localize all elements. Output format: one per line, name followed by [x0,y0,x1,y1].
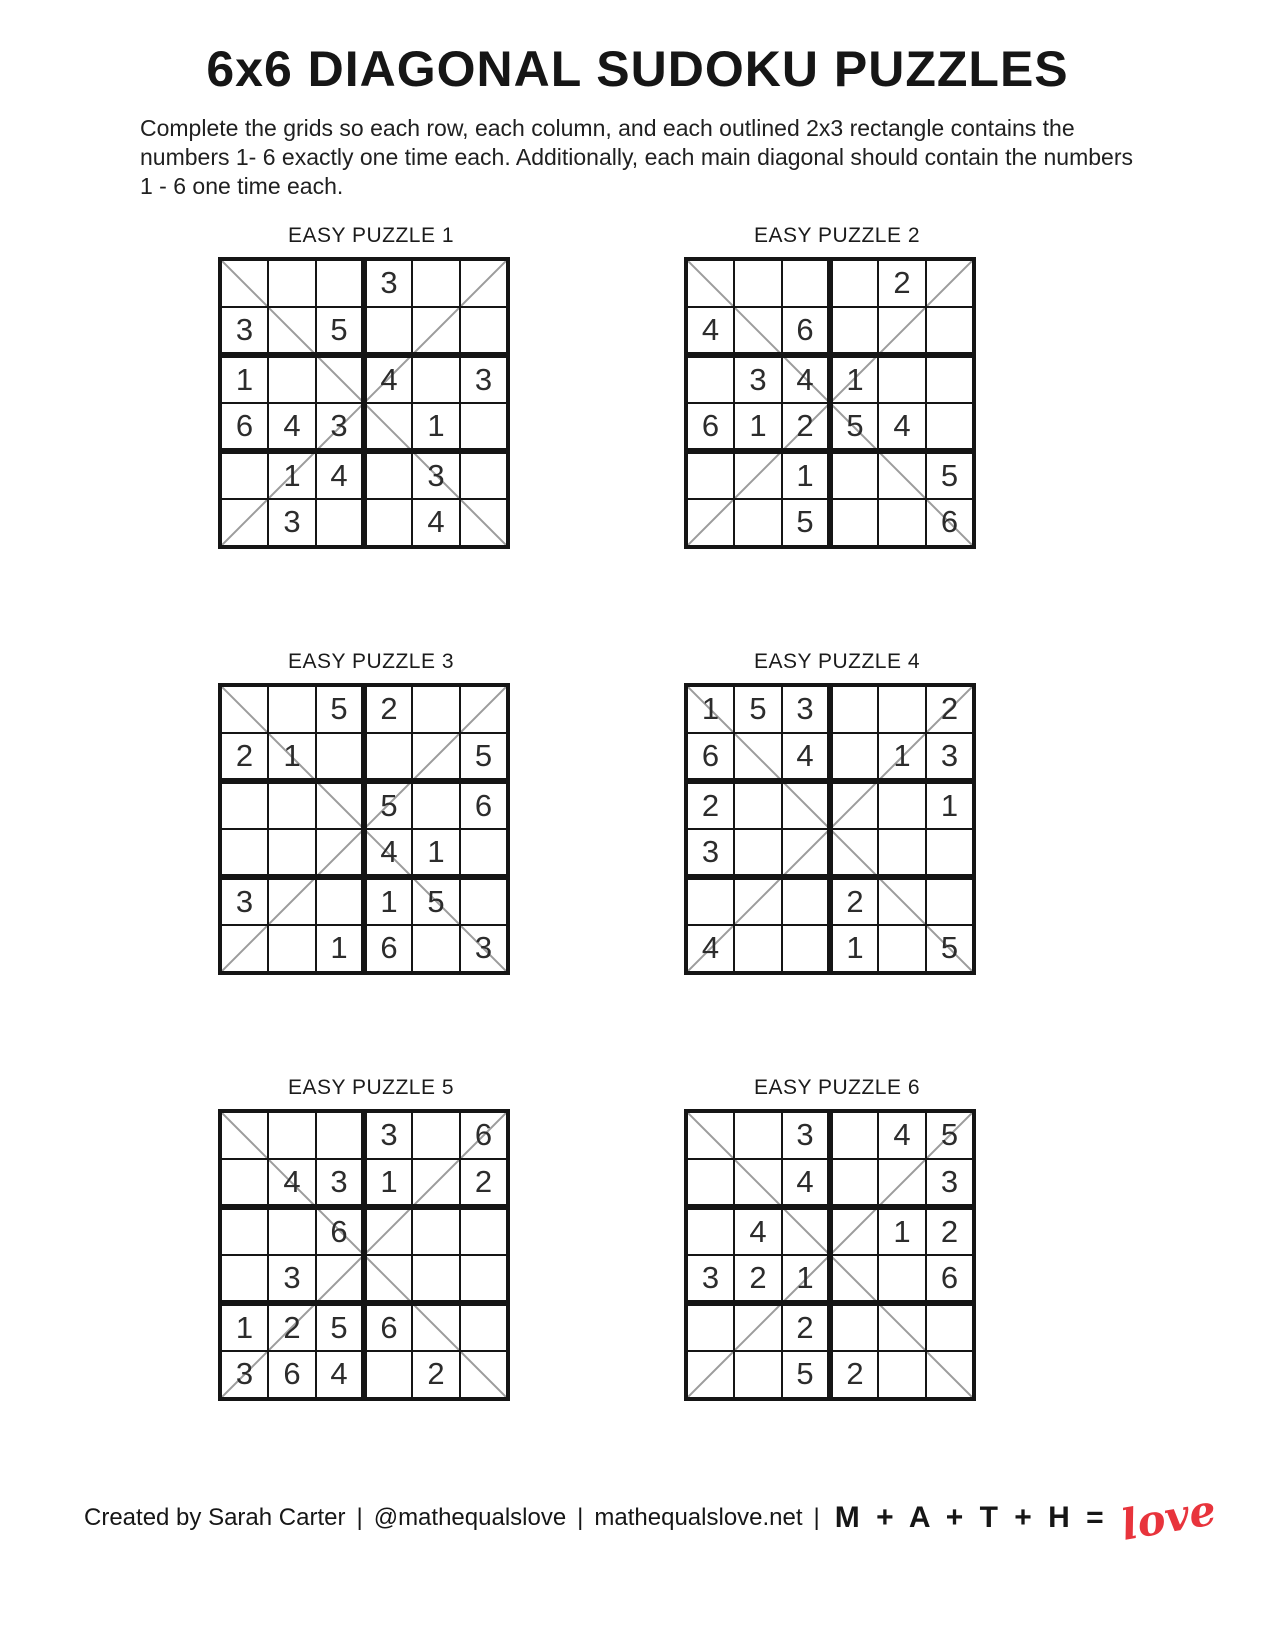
sudoku-cell-empty [412,1207,460,1255]
sudoku-cell-empty [734,829,782,877]
sudoku-cell-given: 1 [878,733,926,781]
sudoku-cell-empty [220,499,268,547]
sudoku-cell-empty [686,1159,734,1207]
sudoku-cell-empty [734,781,782,829]
sudoku-grid [218,1109,510,1401]
sudoku-cell-empty [316,259,364,307]
sudoku-cell-given: 3 [268,499,316,547]
sudoku-grid [218,683,510,975]
sudoku-cell-empty [460,403,508,451]
sudoku-cell-empty [878,685,926,733]
sudoku-cell-given: 5 [926,925,974,973]
sudoku-cell-given: 5 [734,685,782,733]
sudoku-cell-empty [316,877,364,925]
sudoku-cell-given: 2 [268,1303,316,1351]
sudoku-cell-empty [686,259,734,307]
sudoku-cell-empty [268,307,316,355]
sudoku-cell-empty [316,829,364,877]
sudoku-cell-given: 5 [460,733,508,781]
sudoku-cell-given: 5 [782,1351,830,1399]
sudoku-cell-empty [830,1303,878,1351]
sudoku-cell-empty [878,925,926,973]
sudoku-cell-given: 5 [316,685,364,733]
instructions-text: Complete the grids so each row, each column, and each outlined 2x3 rectangle contains the numbers 1- 6 exactly one time each. Additionally, each main diagonal should contain the numbers 1 - 6 one time each. [140,115,1133,200]
sudoku-cell-empty [220,1207,268,1255]
footer-love-logo: love [1117,1485,1220,1550]
footer-author: Created by Sarah Carter [84,1504,346,1531]
sudoku-cell-given: 3 [220,877,268,925]
sudoku-cell-given: 3 [686,1255,734,1303]
sudoku-cell-given: 3 [268,1255,316,1303]
sudoku-cell-empty [412,1303,460,1351]
sudoku-cell-given: 5 [316,1303,364,1351]
puzzle-title: EASY PUZZLE 6 [753,1075,920,1099]
sudoku-cell-given: 4 [878,1111,926,1159]
sudoku-cell-empty [268,685,316,733]
sudoku-cell-given: 6 [926,499,974,547]
sudoku-cell-empty [268,1207,316,1255]
sudoku-cell-empty [412,685,460,733]
sudoku-cell-given: 4 [782,355,830,403]
sudoku-cell-empty [460,307,508,355]
sudoku-cell-empty [686,355,734,403]
sudoku-cell-empty [782,781,830,829]
sudoku-cell-empty [686,877,734,925]
sudoku-cell-empty [782,1207,830,1255]
sudoku-cell-given: 4 [782,1159,830,1207]
sudoku-cell-given: 4 [364,829,412,877]
sudoku-cell-given: 5 [316,307,364,355]
sudoku-cell-empty [412,1111,460,1159]
sudoku-cell-given: 2 [364,685,412,733]
sudoku-cell-given: 3 [460,355,508,403]
sudoku-cell-given: 1 [926,781,974,829]
sudoku-cell-empty [412,259,460,307]
sudoku-cell-empty [734,259,782,307]
sudoku-cell-empty [878,781,926,829]
sudoku-cell-given: 4 [412,499,460,547]
sudoku-cell-given: 2 [412,1351,460,1399]
sudoku-cell-empty [460,829,508,877]
sudoku-cell-empty [364,733,412,781]
sudoku-cell-given: 1 [782,451,830,499]
sudoku-cell-given: 3 [316,403,364,451]
puzzle-block [684,1076,990,1406]
sudoku-cell-empty [220,259,268,307]
sudoku-cell-empty [830,499,878,547]
sudoku-cell-given: 2 [460,1159,508,1207]
sudoku-cell-given: 3 [220,1351,268,1399]
sudoku-cell-given: 4 [734,1207,782,1255]
sudoku-cell-empty [364,1207,412,1255]
sudoku-cell-given: 2 [782,403,830,451]
sudoku-cell-given: 2 [782,1303,830,1351]
sudoku-cell-given: 1 [268,733,316,781]
sudoku-grid-wrapper [218,1109,510,1401]
sudoku-cell-empty [460,499,508,547]
sudoku-cell-empty [460,1303,508,1351]
sudoku-cell-given: 1 [364,877,412,925]
sudoku-grid [684,683,976,975]
sudoku-cell-empty [734,499,782,547]
puzzle-title: EASY PUZZLE 2 [753,223,920,247]
sudoku-cell-given: 4 [268,1159,316,1207]
sudoku-cell-empty [364,1255,412,1303]
puzzle-block [684,650,990,980]
puzzle-block [218,650,524,980]
footer-separator: | [356,1504,363,1531]
sudoku-cell-given: 4 [316,1351,364,1399]
puzzle-block [218,224,524,554]
footer-website: mathequalslove.net [594,1504,803,1531]
sudoku-cell-given: 1 [782,1255,830,1303]
sudoku-cell-empty [412,781,460,829]
sudoku-grid-wrapper [684,683,976,975]
sudoku-cell-given: 3 [412,451,460,499]
sudoku-cell-empty [268,781,316,829]
sudoku-cell-empty [412,1159,460,1207]
sudoku-cell-empty [686,1351,734,1399]
sudoku-cell-given: 1 [830,925,878,973]
sudoku-cell-given: 3 [460,925,508,973]
sudoku-cell-given: 3 [734,355,782,403]
sudoku-cell-empty [782,925,830,973]
puzzle-title: EASY PUZZLE 5 [287,1075,454,1099]
sudoku-cell-empty [926,307,974,355]
sudoku-cell-empty [460,1255,508,1303]
sudoku-cell-empty [830,1255,878,1303]
sudoku-cell-empty [878,1303,926,1351]
sudoku-cell-empty [220,925,268,973]
sudoku-cell-empty [364,451,412,499]
sudoku-cell-empty [830,829,878,877]
sudoku-cell-empty [734,307,782,355]
sudoku-cell-given: 1 [686,685,734,733]
sudoku-cell-empty [926,1351,974,1399]
sudoku-cell-empty [734,1159,782,1207]
sudoku-cell-empty [926,1303,974,1351]
sudoku-cell-empty [830,451,878,499]
sudoku-cell-empty [460,1207,508,1255]
sudoku-cell-empty [734,451,782,499]
sudoku-cell-empty [460,877,508,925]
sudoku-cell-empty [878,499,926,547]
sudoku-cell-empty [878,877,926,925]
footer-math-logo: M + A + T + H = [834,1501,1108,1534]
sudoku-cell-empty [268,259,316,307]
sudoku-cell-given: 2 [734,1255,782,1303]
sudoku-cell-empty [926,829,974,877]
sudoku-cell-given: 3 [686,829,734,877]
sudoku-cell-given: 1 [734,403,782,451]
sudoku-cell-given: 1 [412,829,460,877]
sudoku-cell-given: 1 [268,451,316,499]
sudoku-cell-empty [686,499,734,547]
footer-credit [84,1485,1220,1550]
sudoku-cell-empty [926,877,974,925]
sudoku-cell-given: 3 [364,1111,412,1159]
sudoku-cell-given: 2 [830,1351,878,1399]
sudoku-cell-empty [412,1255,460,1303]
sudoku-cell-empty [830,685,878,733]
sudoku-cell-empty [460,259,508,307]
sudoku-cell-empty [830,307,878,355]
sudoku-cell-given: 4 [364,355,412,403]
footer-separator: | [577,1504,584,1531]
sudoku-cell-empty [734,1303,782,1351]
puzzle-title: EASY PUZZLE 3 [287,649,454,673]
sudoku-grid-wrapper [684,1109,976,1401]
sudoku-cell-empty [878,1351,926,1399]
sudoku-cell-empty [220,1255,268,1303]
sudoku-cell-given: 3 [220,307,268,355]
sudoku-cell-empty [316,355,364,403]
sudoku-cell-empty [878,355,926,403]
sudoku-cell-given: 5 [926,1111,974,1159]
sudoku-cell-empty [686,1303,734,1351]
sudoku-cell-given: 6 [460,1111,508,1159]
sudoku-cell-empty [220,781,268,829]
sudoku-cell-empty [220,829,268,877]
sudoku-cell-empty [460,451,508,499]
sudoku-cell-empty [364,1351,412,1399]
sudoku-cell-given: 4 [878,403,926,451]
sudoku-cell-empty [830,1207,878,1255]
sudoku-cell-empty [830,259,878,307]
sudoku-cell-empty [412,925,460,973]
sudoku-cell-given: 6 [686,403,734,451]
sudoku-cell-given: 6 [460,781,508,829]
sudoku-cell-given: 2 [220,733,268,781]
sudoku-cell-empty [220,451,268,499]
sudoku-cell-empty [830,1111,878,1159]
sudoku-cell-given: 5 [412,877,460,925]
sudoku-cell-given: 6 [316,1207,364,1255]
puzzles-section [218,224,1275,1406]
sudoku-cell-given: 6 [268,1351,316,1399]
sudoku-cell-given: 6 [364,1303,412,1351]
sudoku-cell-empty [460,685,508,733]
sudoku-cell-given: 2 [878,259,926,307]
sudoku-cell-empty [782,829,830,877]
sudoku-cell-empty [686,1207,734,1255]
sudoku-cell-given: 4 [686,307,734,355]
sudoku-cell-empty [734,1351,782,1399]
sudoku-cell-empty [316,781,364,829]
sudoku-cell-empty [830,733,878,781]
sudoku-cell-empty [686,451,734,499]
sudoku-cell-empty [364,499,412,547]
sudoku-cell-empty [734,1111,782,1159]
sudoku-cell-empty [268,925,316,973]
sudoku-cell-given: 1 [364,1159,412,1207]
sudoku-grid-wrapper [218,683,510,975]
sudoku-cell-given: 6 [220,403,268,451]
sudoku-cell-empty [830,1159,878,1207]
sudoku-cell-given: 1 [830,355,878,403]
sudoku-cell-empty [412,733,460,781]
sudoku-cell-empty [316,499,364,547]
sudoku-cell-empty [926,403,974,451]
sudoku-cell-given: 1 [316,925,364,973]
sudoku-grid-wrapper [684,257,976,549]
sudoku-cell-given: 2 [926,1207,974,1255]
sudoku-cell-empty [830,781,878,829]
puzzle-title: EASY PUZZLE 4 [753,649,920,673]
sudoku-cell-empty [316,1111,364,1159]
sudoku-cell-empty [364,403,412,451]
sudoku-cell-given: 3 [926,733,974,781]
sudoku-cell-empty [734,733,782,781]
sudoku-cell-empty [268,877,316,925]
sudoku-cell-given: 1 [220,355,268,403]
sudoku-cell-empty [268,1111,316,1159]
sudoku-cell-given: 2 [686,781,734,829]
sudoku-grid [684,257,976,549]
sudoku-cell-empty [220,685,268,733]
sudoku-cell-given: 3 [782,1111,830,1159]
sudoku-cell-empty [926,355,974,403]
sudoku-cell-empty [412,307,460,355]
sudoku-cell-empty [878,1159,926,1207]
sudoku-grid-wrapper [218,257,510,549]
footer-separator: | [813,1504,820,1531]
sudoku-cell-empty [220,1111,268,1159]
sudoku-cell-empty [878,829,926,877]
sudoku-cell-empty [782,877,830,925]
sudoku-cell-given: 4 [316,451,364,499]
sudoku-cell-empty [878,307,926,355]
sudoku-cell-given: 4 [686,925,734,973]
sudoku-cell-empty [734,877,782,925]
puzzle-block [218,1076,524,1406]
puzzle-title: EASY PUZZLE 1 [287,223,454,247]
sudoku-cell-given: 3 [316,1159,364,1207]
sudoku-cell-empty [268,355,316,403]
sudoku-cell-given: 3 [782,685,830,733]
sudoku-grid [218,257,510,549]
sudoku-cell-given: 2 [926,685,974,733]
sudoku-cell-empty [268,829,316,877]
sudoku-cell-empty [460,1351,508,1399]
sudoku-cell-given: 5 [364,781,412,829]
sudoku-cell-empty [926,259,974,307]
sudoku-cell-given: 1 [878,1207,926,1255]
footer-handle: @mathequalslove [373,1504,567,1531]
sudoku-cell-empty [412,355,460,403]
sudoku-cell-given: 6 [782,307,830,355]
sudoku-cell-given: 5 [782,499,830,547]
sudoku-cell-empty [316,733,364,781]
sudoku-grid [684,1109,976,1401]
sudoku-cell-empty [734,925,782,973]
sudoku-cell-given: 6 [686,733,734,781]
sudoku-cell-empty [878,451,926,499]
sudoku-cell-empty [878,1255,926,1303]
sudoku-cell-given: 1 [412,403,460,451]
sudoku-cell-empty [220,1159,268,1207]
sudoku-cell-given: 5 [926,451,974,499]
sudoku-cell-given: 6 [926,1255,974,1303]
sudoku-cell-empty [316,1255,364,1303]
sudoku-cell-given: 4 [268,403,316,451]
sudoku-cell-empty [686,1111,734,1159]
sudoku-cell-given: 3 [926,1159,974,1207]
sudoku-cell-empty [782,259,830,307]
sudoku-cell-given: 1 [220,1303,268,1351]
sudoku-cell-given: 4 [782,733,830,781]
sudoku-cell-empty [364,307,412,355]
sudoku-cell-given: 6 [364,925,412,973]
sudoku-cell-given: 5 [830,403,878,451]
sudoku-cell-given: 3 [364,259,412,307]
puzzle-block [684,224,990,554]
sudoku-cell-given: 2 [830,877,878,925]
page-title: 6x6 DIAGONAL SUDOKU PUZZLES [206,41,1069,97]
